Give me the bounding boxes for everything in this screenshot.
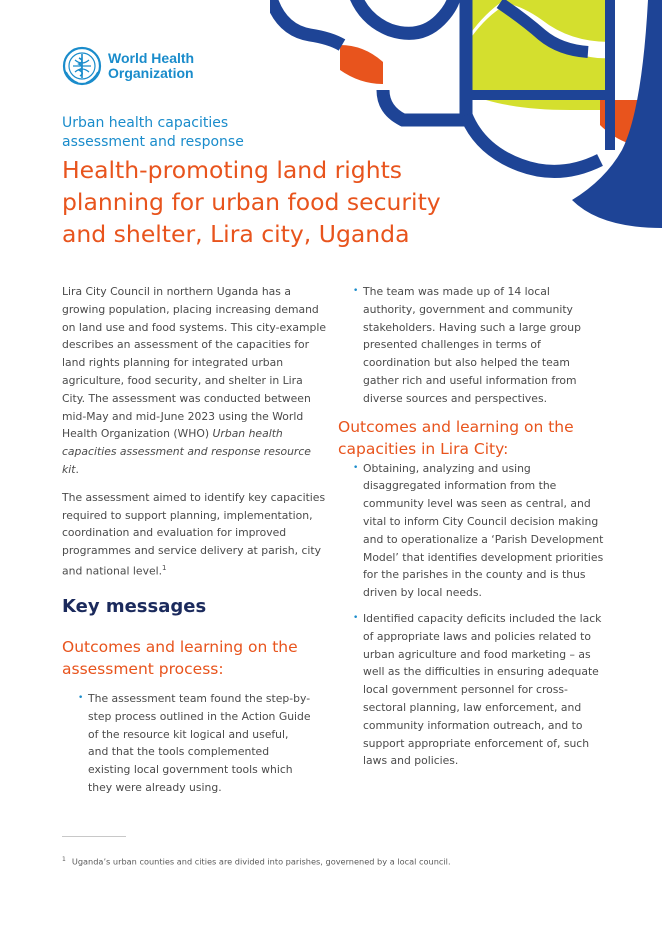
- navy-arc-1: [270, 0, 342, 45]
- footnote: [62, 856, 451, 867]
- who-logo: [62, 46, 194, 86]
- intro-column: [62, 283, 326, 590]
- capacities-bullets: [338, 460, 604, 771]
- kicker-line-1: Urban health capacities: [62, 115, 229, 131]
- capacities-heading: Outcomes and learning on the capacities in Lira City:: [338, 417, 574, 458]
- intro-paragraph-1: [62, 283, 326, 479]
- footnote-text: Uganda’s urban counties and cities are divided into parishes, governened by a local council.: [71, 856, 451, 867]
- title-line-3: and shelter, Lira city, Uganda: [62, 220, 410, 248]
- intro-paragraph-2: [62, 489, 326, 581]
- process-heading: Outcomes and learning on the assessment process:: [62, 638, 298, 678]
- kicker-line-2: assessment and response: [62, 134, 244, 150]
- footnote-divider: [62, 836, 126, 837]
- series-kicker: [62, 114, 244, 152]
- who-emblem-icon: [62, 46, 102, 86]
- list-item: • The team was made up of 14 local authority, government and community stakeholders. Having such a large group presented challenges in terms of coordination but also helped the team gather rich and useful information from diverse sources and perspectives.: [363, 283, 604, 408]
- footnote-mark: 1: [62, 856, 66, 863]
- right-column: [338, 283, 604, 778]
- intro-p1-text: Lira City Council in northern Uganda has a growing population, placing increasing demand on land use and food systems. This city-example describes an assessment of the capacities for land rights planning for integrated urban agriculture, food security, and shelter in Lira City. The assessment was conducted between mid-May and mid-June 2023 using the World Health Organization (WHO): [62, 285, 326, 441]
- title-line-1: Health-promoting land rights: [62, 156, 403, 184]
- list-item: • Obtaining, analyzing and using disaggregated information from the community level was seen as central, and vital to inform City Council decision making and to operationalize a ‘Parish Development Model’ that identifies development priorities for the parishes in the county and is thus driven by local needs.: [363, 460, 604, 602]
- logo-line-1: World Health: [108, 50, 195, 66]
- title-line-2: planning for urban food security: [62, 188, 441, 216]
- orange-shape-left: [340, 45, 383, 84]
- navy-arc-4: [466, 115, 600, 171]
- navy-arc-3: [383, 90, 466, 120]
- resource-kit-title: Urban health capacities assessment and response resource kit: [62, 427, 311, 476]
- navy-arc-2: [355, 0, 455, 33]
- page-title: [62, 154, 462, 250]
- intro-p1-end: .: [75, 462, 79, 476]
- key-messages-heading: Key messages: [62, 596, 207, 617]
- process-bullets: [62, 690, 312, 805]
- list-item: • The assessment team found the step-by-step process outlined in the Action Guide of the resource kit logical and useful, and that the tools complemented existing local government tools which they were already using.: [88, 690, 312, 797]
- footnote-ref[interactable]: 1: [162, 563, 167, 572]
- intro-p2-text: The assessment aimed to identify key capacities required to support planning, implementation, coordination and evaluation for improved programmes and service delivery at parish, city and national level.: [62, 490, 326, 578]
- list-item: • Identified capacity deficits included the lack of appropriate laws and policies related to urban agriculture and food marketing – as well as the difficulties in ensuring adequate local government personnel for cross-sectoral planning, law enforcement, and community information outreach, and to support appropriate enforcement of, such laws and policies.: [363, 610, 604, 770]
- team-bullets: [338, 283, 604, 408]
- logo-line-2: Organization: [108, 65, 194, 81]
